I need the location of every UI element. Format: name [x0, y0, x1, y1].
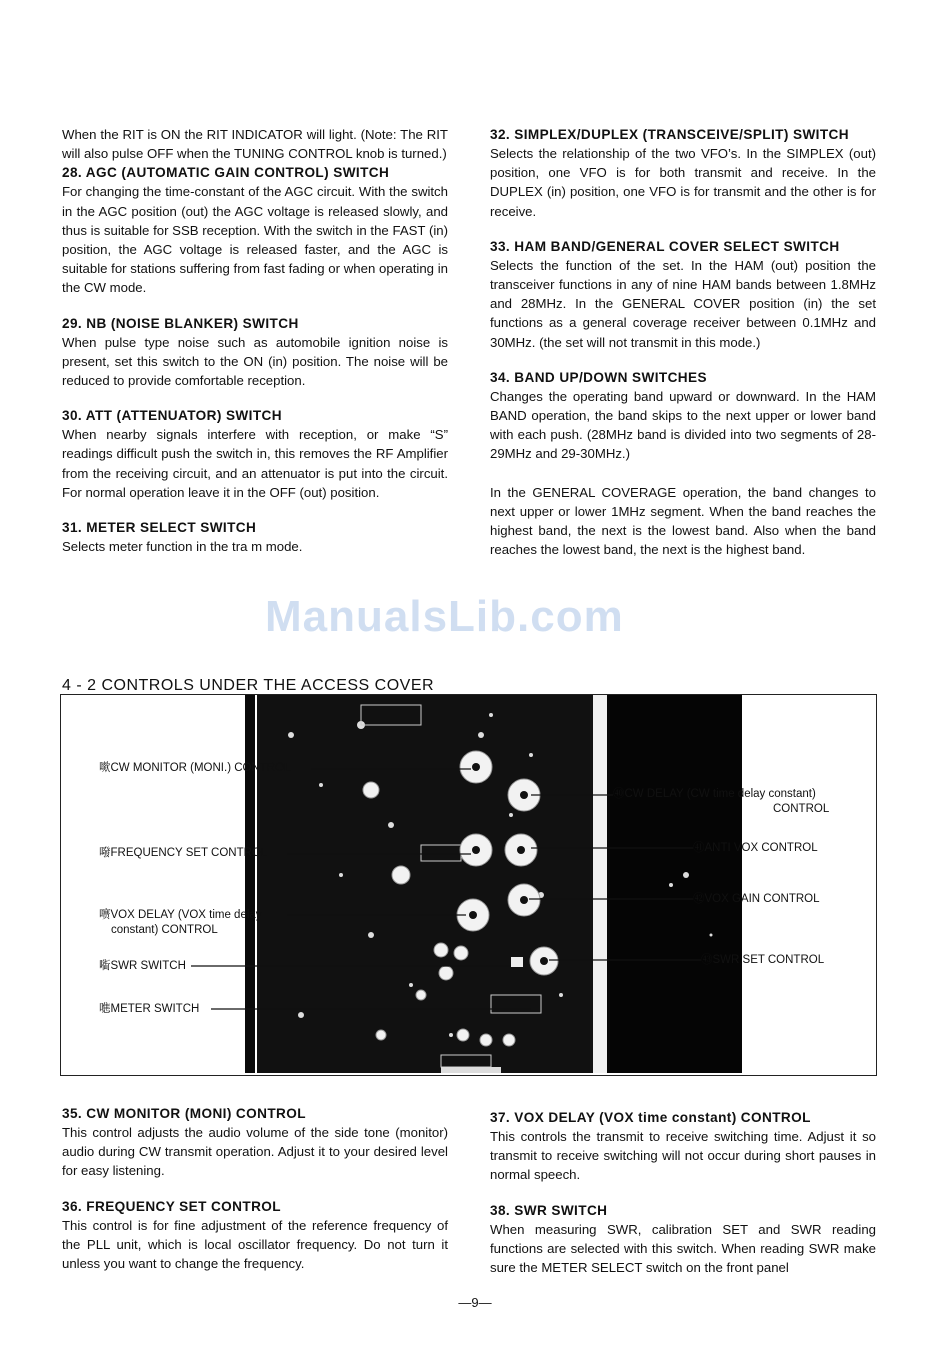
section-28-title: 28. AGC (AUTOMATIC GAIN CONTROL) SWITCH — [62, 165, 390, 181]
section-31-title: 31. METER SELECT SWITCH — [62, 520, 257, 536]
section-38 — [490, 1201, 876, 1278]
section-37 — [490, 1108, 876, 1185]
section-29-title: 29. NB (NOISE BLANKER) SWITCH — [62, 315, 299, 331]
section-35-body: This control adjusts the audio volume of the side tone (monitor) audio during CW transmit operation. Adjust it to your desired level for easy listening. — [62, 1125, 448, 1179]
section-28 — [62, 163, 448, 297]
label-frequency-set: 㗶FREQUENCY SET CONTROL — [99, 847, 268, 859]
section-33-body: Selects the function of the set. In the HAM (out) position the transceiver functions in any of nine HAM bands between 1.8MHz and 28MHz. In the GENERAL COVER position (in) the set functions as a general coverage receiver between 0.1MHz and 30MHz. (the set will not transmit in this mode.) — [490, 257, 876, 350]
section-35 — [62, 1104, 448, 1181]
section-37-body: This controls the transmit to receive switching time. Adjust it so transmit to receive switching will not occur during short pauses in normal speech. — [490, 1129, 876, 1183]
section-38-body: When measuring SWR, calibration SET and SWR reading functions are selected with this switch. When reading SWR make sure the METER SELECT switch on the front panel — [490, 1221, 876, 1276]
section-title: 4 - 2 CONTROLS UNDER THE ACCESS COVER — [62, 677, 435, 695]
page-number: —9— — [458, 1295, 492, 1310]
section-34-body-2: In the GENERAL COVERAGE operation, the band changes to next upper or lower 1MHz segment. When the band reaches the highest band, the next is the lowest band. Also when the band reaches the lowest band, the next is the highest band. — [490, 484, 876, 558]
section-30-title: 30. ATT (ATTENUATOR) SWITCH — [62, 408, 282, 424]
section-30 — [62, 406, 448, 502]
section-34-title: 34. BAND UP/DOWN SWITCHES — [490, 369, 707, 385]
section-36-body: This control is for fine adjustment of the reference frequency of the PLL unit, which is local oscillator frequency. Do not turn it unless you want to change the frequency. — [62, 1217, 448, 1272]
section-34 — [490, 368, 876, 560]
label-vox-delay-line2: constant) CONTROL — [111, 924, 218, 936]
label-vox-delay-line1: 㗷VOX DELAY (VOX time delay — [99, 909, 262, 921]
section-32-title: 32. SIMPLEX/DUPLEX (TRANSCEIVE/SPLIT) SWITCH — [490, 127, 849, 142]
rit-note: When the RIT is ON the RIT INDICATOR will light. (Note: The RIT will also pulse OFF when the TUNING CONTROL knob is turned.) — [62, 127, 448, 162]
label-cw-delay-line2: CONTROL — [773, 803, 830, 815]
label-anti-vox: ㊶ANTI VOX CONTROL — [693, 842, 818, 854]
section-31-body: Selects meter function in the tra m mode. — [62, 539, 303, 555]
circuit-board-photo — [61, 695, 876, 1075]
label-swr-switch: 㗸SWR SWITCH — [99, 960, 186, 972]
section-38-title: 38. SWR SWITCH — [490, 1202, 608, 1218]
label-vox-gain: ㊷VOX GAIN CONTROL — [693, 893, 820, 905]
section-33-title: 33. HAM BAND/GENERAL COVER SELECT SWITCH — [490, 238, 840, 254]
section-35-title: 35. CW MONITOR (MONI) CONTROL — [62, 1106, 306, 1121]
label-cw-delay-line1: ㊵CW DELAY (CW time delay constant) — [613, 788, 816, 800]
section-31 — [62, 518, 448, 556]
right-bottom-column — [490, 1108, 876, 1293]
label-swr-set: ㊸SWR SET CONTROL — [701, 954, 825, 966]
section-29-body: When pulse type noise such as automobile ignition noise is present, set this switch to the ON (in) position. The noise will be reduced to provide comfortable reception. — [62, 334, 448, 389]
label-meter-switch: 㗹METER SWITCH — [99, 1003, 200, 1015]
section-36 — [62, 1197, 448, 1274]
section-28-body: For changing the time-constant of the AGC circuit. With the switch in the AGC position (out) the AGC voltage is released slowly, and thus is suitable for SSB reception. With the switch in the FAST (in) position, the AGC voltage is released faster, and the AGC is suitable for stations suffering from fast fading or when operating in the CW mode. — [62, 184, 448, 296]
label-cw-delay — [613, 787, 829, 817]
section-37-title: 37. VOX DELAY (VOX time constant) CONTROL — [490, 1110, 811, 1125]
left-top-column — [62, 125, 448, 572]
right-top-column — [490, 125, 876, 575]
access-cover-figure — [60, 694, 877, 1076]
section-29 — [62, 314, 448, 391]
section-33 — [490, 237, 876, 352]
watermark: ManualsLib.com — [265, 592, 624, 641]
left-bottom-column — [62, 1104, 448, 1289]
section-32 — [490, 125, 876, 221]
label-vox-delay — [99, 908, 262, 938]
label-cw-monitor: 㗵CW MONITOR (MONI.) CONTROL — [99, 762, 291, 774]
section-34-body: Changes the operating band upward or downward. In the HAM BAND operation, the band skips to the next upper or lower band with each push. (28MHz band is divided into two segments of 28-29MHz and 29-30MHz.) — [490, 388, 876, 462]
section-36-title: 36. FREQUENCY SET CONTROL — [62, 1198, 281, 1214]
section-32-body: Selects the relationship of the two VFO’s. In the SIMPLEX (out) position, one VFO is for both transmit and receive. In the DUPLEX (in) position, one VFO is for transmit and the other is for receive. — [490, 146, 876, 219]
section-30-body: When nearby signals interfere with reception, or make “S” readings difficult push the switch in, this removes the RF Amplifier from the receiving circuit, and an attenuator is put into the circuit. For normal operation leave it in the OFF (out) position. — [62, 427, 448, 500]
